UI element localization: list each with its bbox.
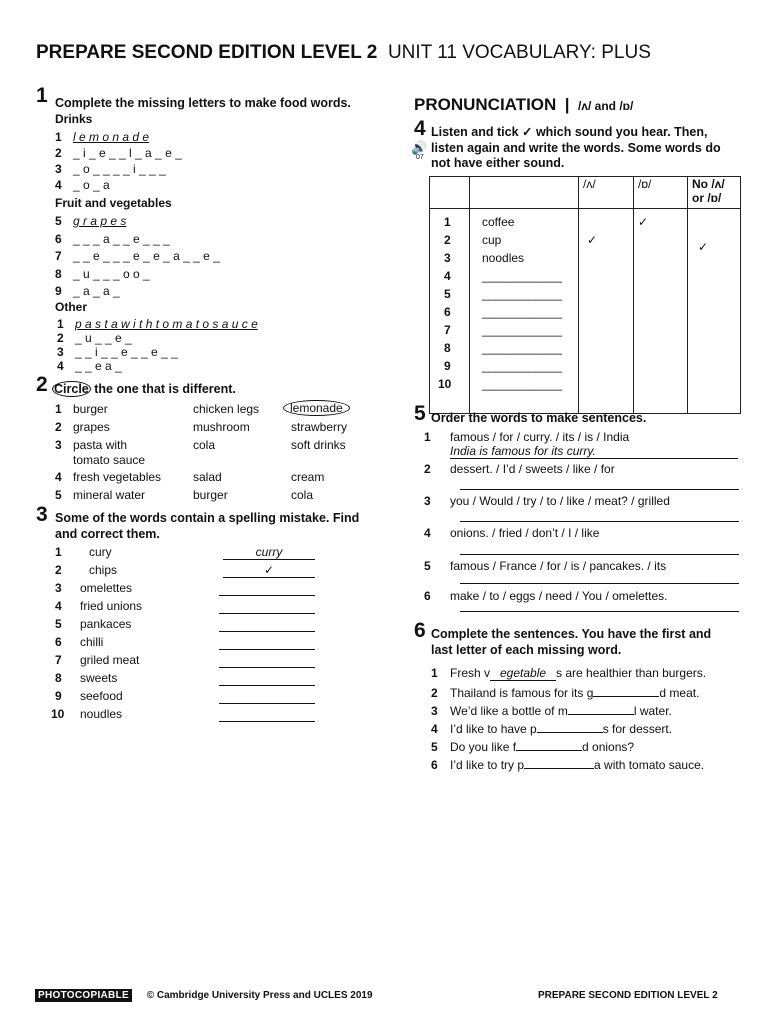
table-row: 9 seefood [55,689,325,707]
answer-line[interactable] [524,756,594,769]
table-row: 5 mineral water burger cola [55,488,314,502]
list-item: 2 _ u _ _ e _ [57,331,132,345]
tick-mark: ✓ [638,215,649,229]
footer-left [35,990,373,1001]
answer-line[interactable] [460,554,739,555]
table-row: 8 sweets [55,671,325,689]
list-item: 4 _ o _ a [55,178,110,192]
list-item: 4 onions. / fried / don’t / I / like [424,526,744,559]
word-noodles: noodles [482,251,525,265]
list-item: 2 Thailand is famous for its g d meat. [431,686,700,700]
table-row: 10 noudles [55,707,325,725]
answer-line[interactable] [219,707,315,722]
photocopiable-badge: PHOTOCOPIABLE [35,989,132,1002]
word-coffee: coffee [482,215,515,229]
answer-line: ✓ [223,563,315,578]
ex1-fruit-label: Fruit and vegetables [55,196,172,210]
circle-word: Circle [54,382,89,396]
footer-right: PREPARE SECOND EDITION LEVEL 2 [538,990,718,1001]
ex1-other-label: Other [55,300,88,314]
answer-line[interactable] [568,702,634,715]
list-item: 1 l e m o n a d e [55,130,150,144]
answer-line[interactable] [460,583,739,584]
list-item: 4 I’d like to have p s for dessert. [431,722,673,736]
answer-line[interactable] [219,689,315,704]
ex1-number: 1 [36,84,48,107]
answer-line[interactable] [219,635,315,650]
ex4-number: 4 [414,117,426,140]
tick-mark: ✓ [587,233,598,247]
list-item: 3 We’d like a bottle of m l water. [431,704,672,718]
list-item: 8 _ u _ _ _ o o _ [55,266,150,281]
tick-mark: ✓ [698,240,709,254]
speaker-icon[interactable]: 🔊 [411,140,428,155]
answer-line[interactable] [593,684,659,697]
answer-line[interactable] [516,738,582,751]
list-item: 5 Do you like f d onions? [431,740,635,754]
ex3-instruction-1: Some of the words contain a spelling mistake. Find [55,511,360,525]
list-item: 7 _ _ e _ _ _ e _ e _ a _ _ e _ [55,249,220,263]
ex1-drinks-label: Drinks [55,112,93,126]
list-item: 4 _ _ e a _ [57,359,122,373]
ex1-instruction: Complete the missing letters to make food words. [55,96,351,110]
answer-line: curry [223,545,315,560]
answer-line[interactable] [219,653,315,668]
blank-line[interactable]: ____________ [482,377,563,391]
blank-line[interactable]: ____________ [482,323,563,337]
ex6-rows [431,666,706,774]
page-title [36,42,651,64]
list-item: 3 you / Would / try / to / like / meat? / grilled [424,494,744,526]
blank-line[interactable]: ____________ [482,269,563,283]
answer-line: egetable [490,666,556,681]
list-item: 6 make / to / eggs / need / You / omelettes. [424,589,744,621]
list-item: 5 g r a p e s [55,214,127,228]
col-header-b: /ɒ/ [634,177,688,209]
answer-line[interactable] [219,581,315,596]
table-row: 4 fried unions [55,599,325,617]
table-row: 1 cury curry [55,545,325,563]
list-item: 6 I’d like to try p a with tomato sauce. [431,758,705,772]
ex6-number: 6 [414,619,426,642]
col-c-ticks [688,209,741,414]
word-cup: cup [482,233,502,247]
ex5-rows [424,430,744,621]
blank-line[interactable]: ____________ [482,359,563,373]
table-row: 2 chips ✓ [55,563,325,581]
blank-line[interactable]: ____________ [482,287,563,301]
list-item: 3 _ _ i _ _ e _ _ e _ _ [57,345,178,359]
pronunciation-heading: PRONUNCIATION | /ʌ/ and /ɒ/ [414,95,634,114]
list-item: 1 Fresh v egetable s are healthier than burgers. [431,666,707,680]
table-row: 6 chilli [55,635,325,653]
ex5-instruction: Order the words to make sentences. [431,411,647,425]
ex4-instruction-2: listen again and write the words. Some words do [431,141,721,155]
table-row: 3 pasta with tomato sauce cola soft drinks [55,438,346,467]
answer-line[interactable] [219,617,315,632]
pron-words [470,209,579,414]
circled-answer: lemonade [283,400,350,416]
title-bold: PREPARE SECOND EDITION LEVEL 2 [36,42,378,63]
ex1-drinks-list [55,130,182,194]
list-item: 9 _ a _ a _ [55,284,120,298]
col-a-ticks [579,209,634,414]
ex3-number: 3 [36,503,48,526]
copyright: © Cambridge University Press and UCLES 2019 [146,990,373,1001]
list-item: 5 famous / France / for / is / pancakes. / its [424,559,744,589]
table-row: 1 burger chicken legs lemonade [55,402,375,420]
answer-line[interactable] [219,599,315,614]
ex4-instruction-3: not have either sound. [431,156,565,170]
track-number: 07 [416,154,424,161]
ex5-number: 5 [414,402,426,425]
answer-line[interactable] [460,611,739,612]
list-item: 2 dessert. / I’d / sweets / like / for [424,462,744,494]
list-item: 1 famous / for / curry. / its / is / India India is famous for its curry. [424,430,744,462]
list-item: 1 p a s t a w i t h t o m a t o s a u c e [57,317,258,331]
ex2-number: 2 [36,373,48,396]
ex4-instruction-1: Listen and tick ✓ which sound you hear. Then, [431,125,708,139]
pronunciation-table [429,176,741,414]
blank-line[interactable]: ____________ [482,341,563,355]
ex1-other-list [57,317,258,373]
pron-numbers: 1 2 3 4 5 6 7 8 9 10 [430,209,470,414]
ex3-rows [51,545,325,725]
list-item: 2 _ i _ e _ _ l _ a _ e _ [55,146,182,160]
ex2-rows [55,402,375,506]
col-header-c: No /ʌ/ or /ɒ/ [688,177,741,209]
ex1-fruit-list [55,214,220,302]
answer-line[interactable] [460,521,739,522]
blank-line[interactable]: ____________ [482,305,563,319]
table-row: 5 pankaces [55,617,325,635]
answer-line[interactable] [460,489,739,490]
table-row: 4 fresh vegetables salad cream [55,470,325,484]
ex6-instruction-1: Complete the sentences. You have the first and [431,627,712,641]
table-row: 7 griled meat [55,653,325,671]
title-rest: UNIT 11 VOCABULARY: PLUS [387,42,651,63]
col-b-ticks [634,209,688,414]
table-row: 3 omelettes [55,581,325,599]
col-header-a: /ʌ/ [579,177,634,209]
ex6-instruction-2: last letter of each missing word. [431,643,622,657]
list-item: 6 _ _ _ a _ _ e _ _ _ [55,231,170,246]
ex3-instruction-2: and correct them. [55,527,160,541]
ex2-instruction: Circle the one that is different. [54,382,236,396]
list-item: 3 _ o _ _ _ _ i _ _ _ [55,162,166,176]
table-row: 2 grapes mushroom strawberry [55,420,348,434]
answer-line[interactable] [219,671,315,686]
answer-line: India is famous for its curry. [450,444,738,459]
answer-line[interactable] [537,720,603,733]
